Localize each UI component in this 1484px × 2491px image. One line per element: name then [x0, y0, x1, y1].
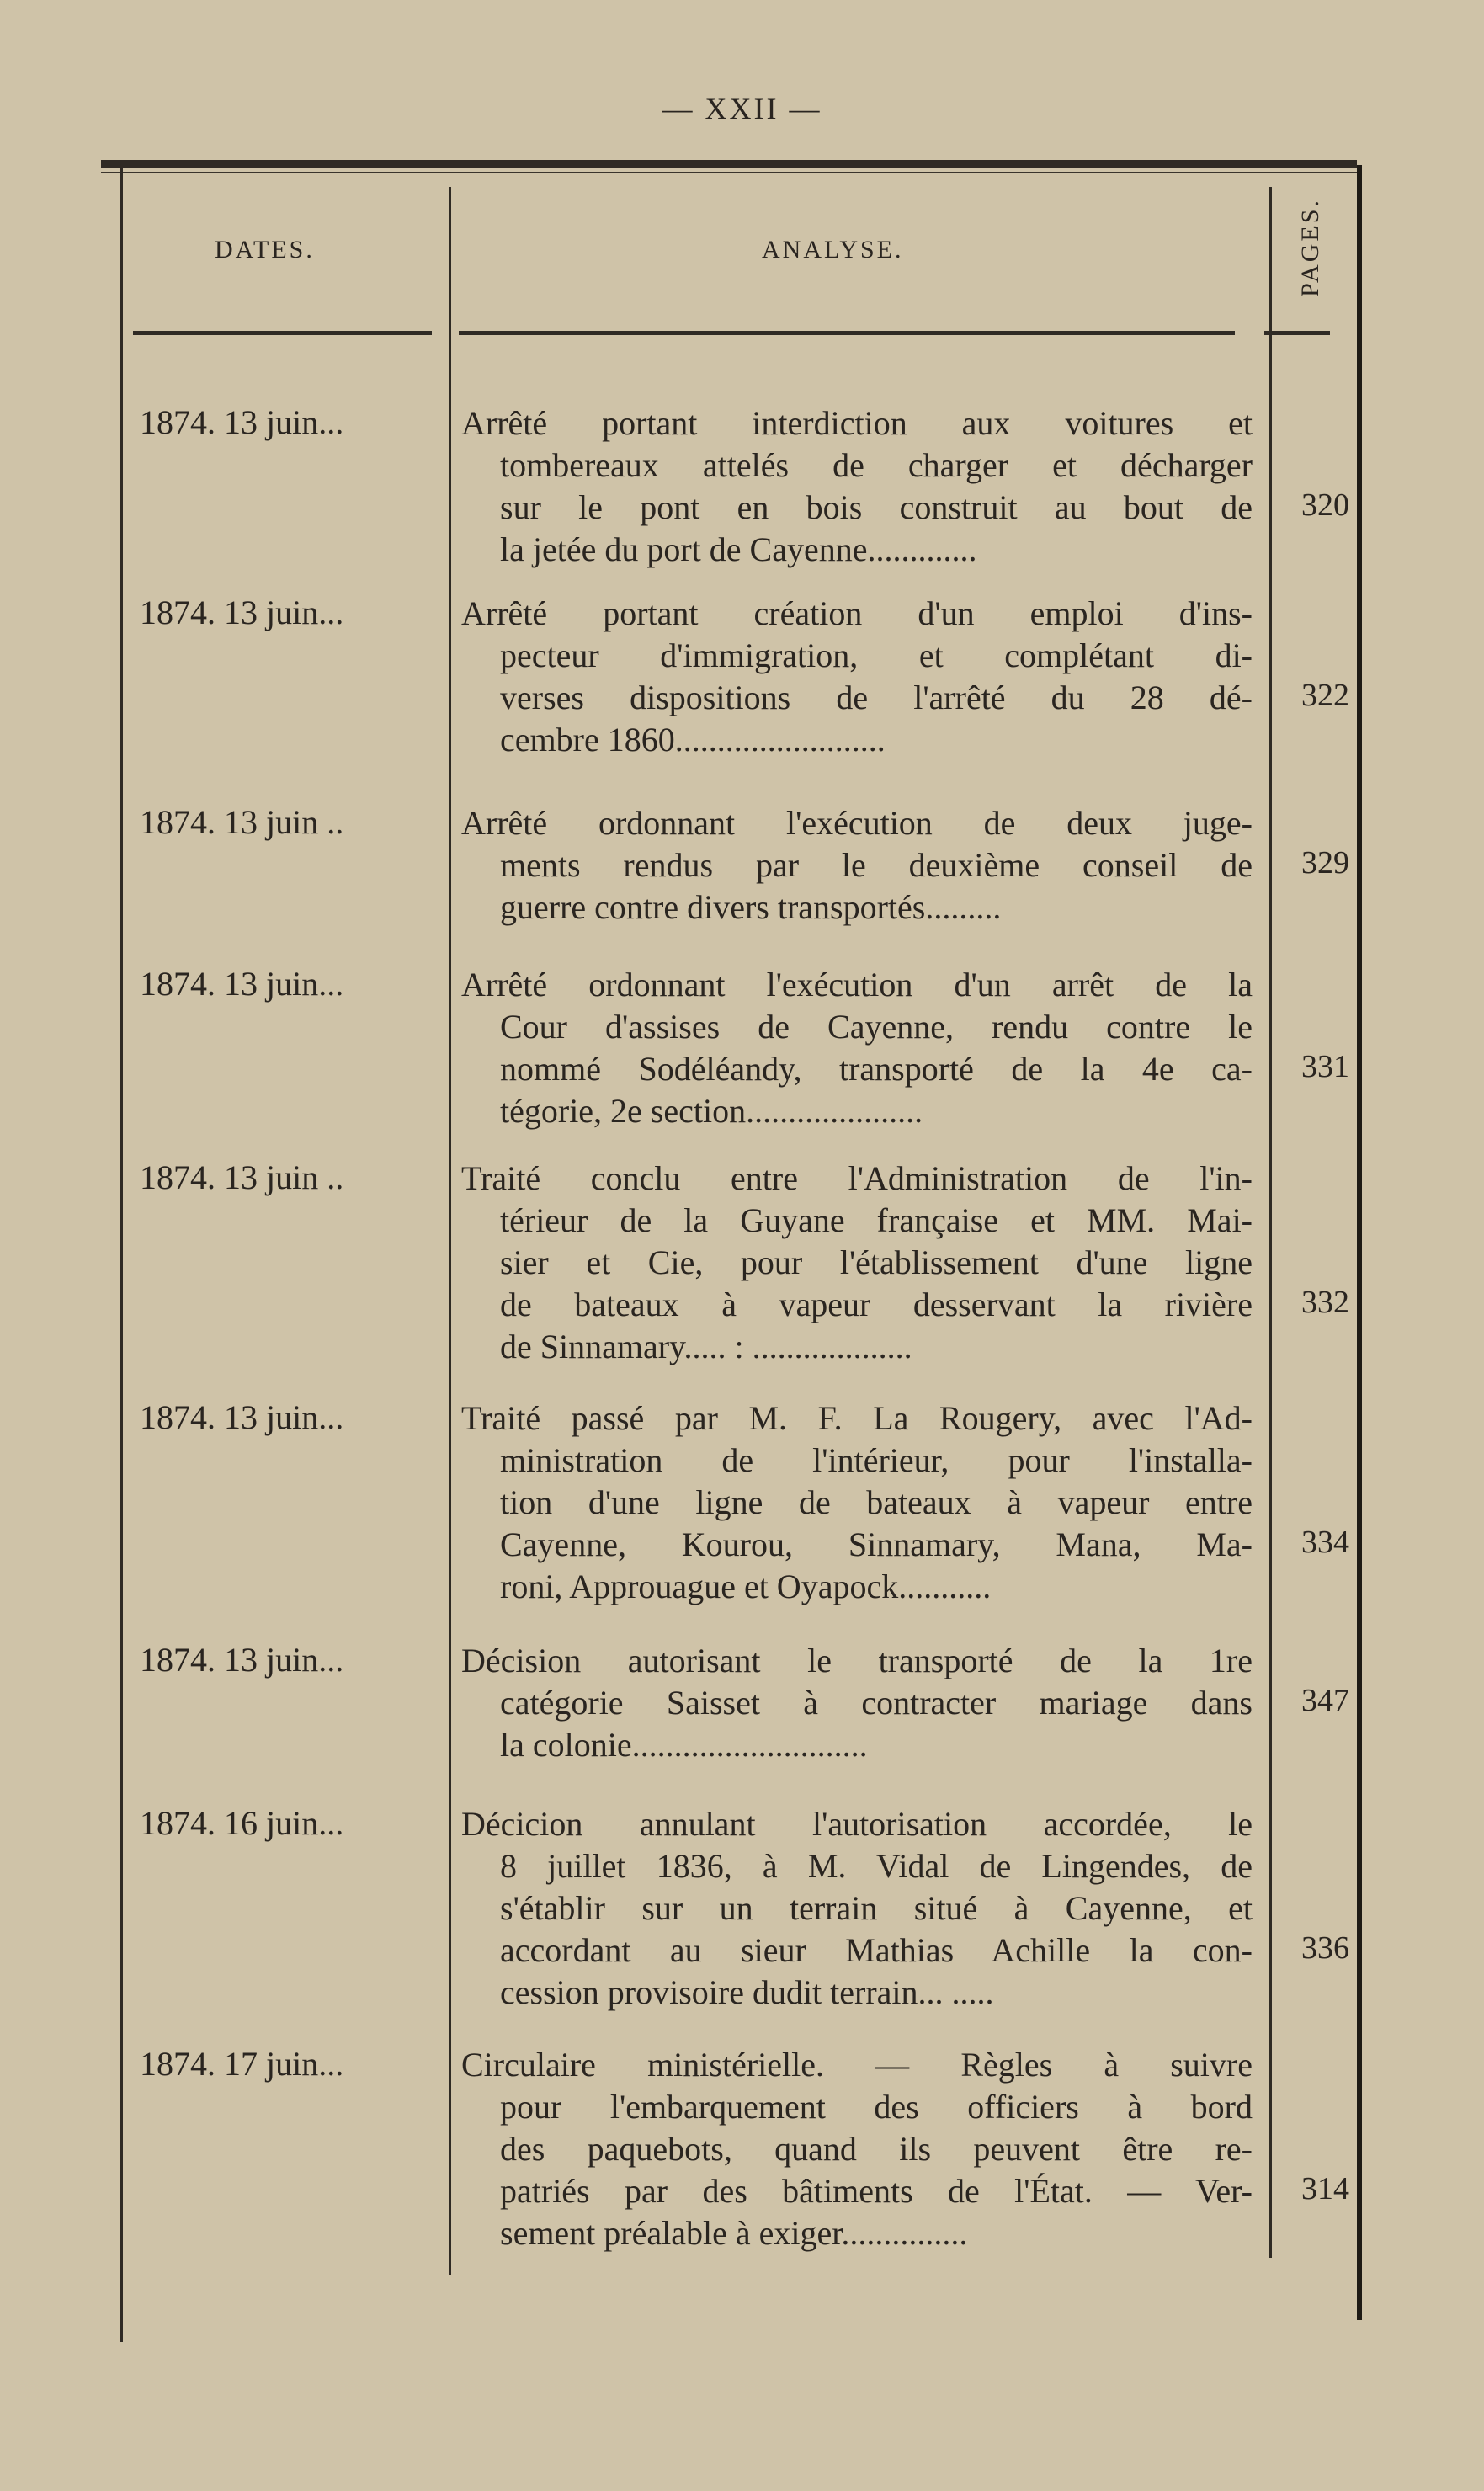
header-rule-pages [1264, 331, 1330, 335]
entry-analysis [461, 2044, 1253, 2254]
analysis-line: sur le pont en bois construit au bout de [500, 488, 1253, 526]
analysis-line: 8 juillet 1836, à M. Vidal de Lingendes, de [500, 1847, 1253, 1885]
entry-page: 336 [1301, 1930, 1349, 1966]
entry-date: 1874. 13 juin... [140, 403, 344, 441]
page-number: — XXII — [662, 92, 822, 125]
analysis-line: Décision autorisant le transporté de la 1re [461, 1642, 1253, 1679]
entry-date: 1874. 16 juin... [140, 1804, 344, 1842]
analysis-line: verses dispositions de l'arrêté du 28 dé- [500, 679, 1253, 716]
analysis-line: Arrêté portant interdiction aux voitures et [461, 404, 1253, 442]
analysis-line: Arrêté ordonnant l'exécution de deux juge- [461, 804, 1253, 842]
entry-date: 1874. 13 juin .. [140, 1158, 344, 1196]
analysis-line: pour l'embarquement des officiers à bord [500, 2088, 1253, 2126]
analysis-line: Circulaire ministérielle. — Règles à suivre [461, 2046, 1253, 2084]
analysis-line: Cour d'assises de Cayenne, rendu contre le [500, 1008, 1253, 1046]
analysis-line: Arrêté portant création d'un emploi d'ins- [461, 594, 1253, 632]
entry-analysis [461, 802, 1253, 929]
analysis-line: sier et Cie, pour l'établissement d'une ligne [500, 1243, 1253, 1281]
analysis-line: la jetée du port de Cayenne............. [500, 530, 977, 568]
analysis-line: ministration de l'intérieur, pour l'installa- [500, 1441, 1253, 1479]
entry-date: 1874. 13 juin .. [140, 803, 344, 841]
entry-analysis [461, 964, 1253, 1132]
entry-page: 347 [1301, 1683, 1349, 1718]
header-pages [1285, 189, 1335, 307]
header-rule-analyse [459, 331, 1235, 335]
analysis-line: nommé Sodéléandy, transporté de la 4e ca- [500, 1050, 1253, 1088]
analysis-line: s'établir sur un terrain situé à Cayenne, et [500, 1889, 1253, 1927]
analysis-line: la colonie............................ [500, 1726, 868, 1764]
analysis-line: patriés par des bâtiments de l'État. — Ver- [500, 2172, 1253, 2210]
analysis-line: de Sinnamary..... : ................... [500, 1328, 912, 1365]
entry-page: 331 [1301, 1049, 1349, 1084]
analysis-line: Traité conclu entre l'Administration de l'in- [461, 1159, 1253, 1197]
column-divider-analyse [1269, 187, 1272, 2258]
column-divider-dates [449, 187, 451, 2275]
entry-date: 1874. 17 juin... [140, 2045, 344, 2083]
analysis-line: sement préalable à exiger............... [500, 2214, 968, 2252]
entry-page: 334 [1301, 1525, 1349, 1560]
analysis-line: de bateaux à vapeur desservant la rivière [500, 1285, 1253, 1323]
entry-page: 320 [1301, 487, 1349, 523]
analysis-line: cession provisoire dudit terrain... ..... [500, 1973, 994, 2011]
analysis-line: pecteur d'immigration, et complétant di- [500, 636, 1253, 674]
analysis-line: des paquebots, quand ils peuvent être re- [500, 2130, 1253, 2168]
entry-date: 1874. 13 juin... [140, 1641, 344, 1679]
analysis-line: ments rendus par le deuxième conseil de [500, 846, 1253, 884]
analysis-line: roni, Approuague et Oyapock........... [500, 1568, 992, 1605]
header-analyse: ANALYSE. [762, 236, 904, 263]
table-left-border [120, 168, 123, 2342]
entry-analysis [461, 1803, 1253, 2014]
analysis-line: tégorie, 2e section..................... [500, 1092, 923, 1130]
entry-page: 314 [1301, 2171, 1349, 2206]
entry-analysis [461, 1158, 1253, 1368]
header-dates: DATES. [215, 236, 315, 263]
analysis-line: Arrêté ordonnant l'exécution d'un arrêt de la [461, 966, 1253, 1003]
analysis-line: Traité passé par M. F. La Rougery, avec l'Ad- [461, 1399, 1253, 1437]
analysis-line: accordant au sieur Mathias Achille la con- [500, 1931, 1253, 1969]
analysis-line: cembre 1860......................... [500, 721, 886, 758]
analysis-line: tombereaux attelés de charger et décharger [500, 446, 1253, 484]
entry-analysis [461, 1640, 1253, 1766]
analysis-line: guerre contre divers transportés......... [500, 888, 1002, 926]
entry-date: 1874. 13 juin... [140, 593, 344, 631]
entry-analysis [461, 402, 1253, 571]
entry-page: 322 [1301, 678, 1349, 713]
entry-date: 1874. 13 juin... [140, 965, 344, 1003]
entry-page: 329 [1301, 845, 1349, 881]
analysis-line: Décicion annulant l'autorisation accordée, le [461, 1805, 1253, 1843]
entry-page: 332 [1301, 1285, 1349, 1320]
analysis-line: tion d'une ligne de bateaux à vapeur entre [500, 1483, 1253, 1521]
table-top-rule-thin [101, 172, 1357, 173]
analysis-line: térieur de la Guyane française et MM. Mai- [500, 1201, 1253, 1239]
header-rule-dates [133, 331, 432, 335]
header-pages-label: PAGES. [1296, 198, 1324, 297]
entry-date: 1874. 13 juin... [140, 1398, 344, 1436]
analysis-line: Cayenne, Kourou, Sinnamary, Mana, Ma- [500, 1525, 1253, 1563]
table-right-border [1357, 165, 1362, 2320]
entry-analysis [461, 593, 1253, 761]
entry-analysis [461, 1397, 1253, 1608]
analysis-line: catégorie Saisset à contracter mariage dans [500, 1684, 1253, 1722]
table-top-rule [101, 160, 1357, 168]
